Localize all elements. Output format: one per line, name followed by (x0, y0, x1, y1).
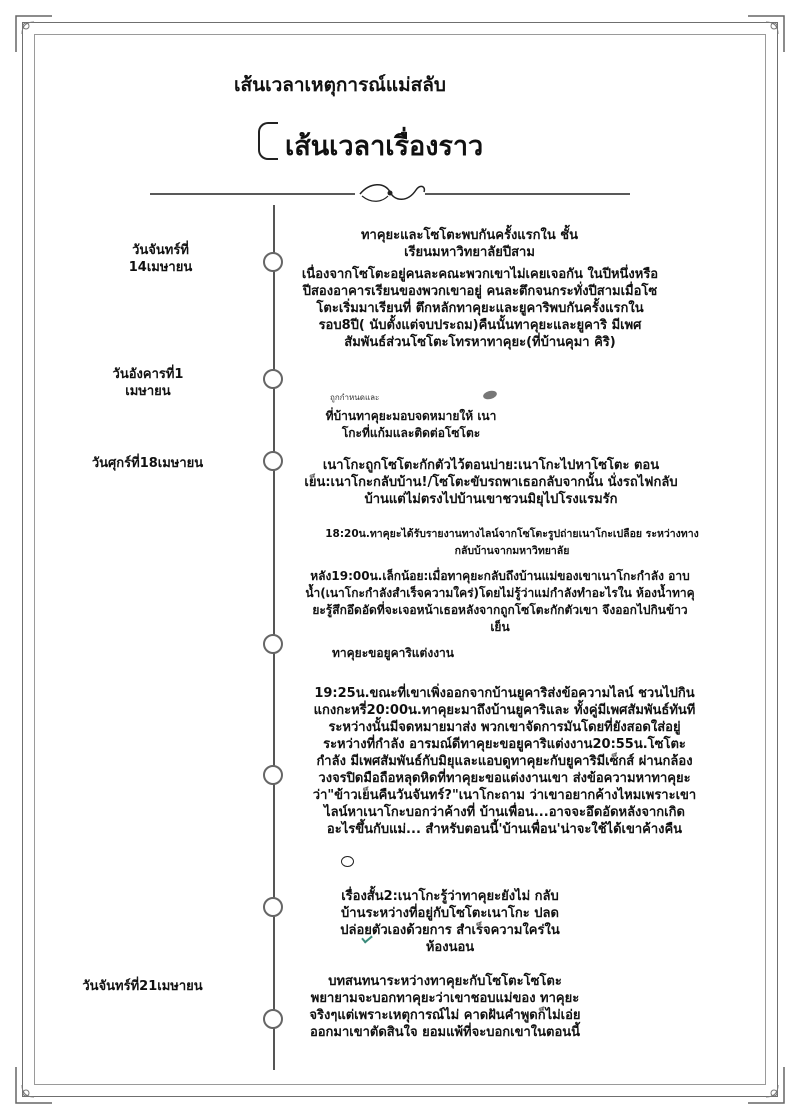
timeline-node-icon (263, 897, 283, 917)
date-label: วันจันทร์ที่ 14เมษายน (128, 243, 193, 275)
event-text: ทาคุยะขอยูคาริแต่งงาน (332, 646, 454, 660)
event-text: บทสนทนาระหว่างทาคุยะกับโซโตะโซโตะ พยายามจะบอกทาคุยะว่าเขาชอบแม่ของ ทาคุยะจริงๆแต่เพราะเหตุการณ์ไม่ คาดฝันคำพูดก็ไม่เอ่ยออกมาเขาตัดสินใจ ยอมแพ้ที่จะบอกเขาในตอนนี้ (309, 974, 581, 1040)
flourish-divider-icon (150, 178, 630, 208)
title-bracket-icon (258, 122, 278, 160)
event-text: ทาคุยะและโซโตะพบกันครั้งแรกใน ชั้นเรียนมหาวิทยาลัยปีสาม (360, 228, 578, 260)
event-text: ถูกกำหนดและ (330, 393, 380, 402)
event-text: ที่บ้านทาคุยะมอบจดหมายให้ เนาโกะที่แก้มและติดต่อโซโตะ (325, 409, 497, 440)
event-text: เนื่องจากโซโตะอยู่คนละคณะพวกเขาไม่เคยเจอกัน ในปีหนึ่งหรือปีสองอาคารเรียนของพวกเขาอยู่ คนละตึกจนกระทั่งปีสามเมื่อโซโตะเริ่มมาเรียนที่ ตึกหลักทาคุยะและยูคาริพบกันครั้งแรกในรอบ8ปี( นับตั้งแต่จบประถม)คืนนั้นทาคุยะและยูคาริ มีเพศสัมพันธ์ส่วนโซโตะโทรหาทาคุยะ(ที่บ้านคุมา คิริ) (301, 267, 659, 350)
ornament-corner-icon (14, 1065, 54, 1105)
document-title: เส้นเวลาเหตุการณ์แม่สลับ (234, 74, 446, 96)
date-label: วันอังคารที่1 เมษายน (112, 367, 184, 399)
ornament-corner-icon (746, 14, 786, 54)
date-label: วันจันทร์ที่21เมษายน (82, 979, 203, 994)
ornament-corner-icon (14, 14, 54, 54)
timeline-node-icon (263, 1009, 283, 1029)
emoji-icon (341, 856, 354, 867)
date-label: วันศุกร์ที่18เมษายน (91, 456, 204, 471)
timeline-node-icon (263, 252, 283, 272)
section-title: เส้นเวลาเรื่องราว (285, 131, 484, 162)
event-text: 18:20น.ทาคุยะได้รับรายงานทางไลน์จากโซโตะรูปถ่ายเนาโกะเปลือย ระหว่างทางกลับบ้านจากมหาวิทยาลัย (325, 528, 699, 557)
ornament-corner-icon (746, 1065, 786, 1105)
timeline-node-icon (263, 765, 283, 785)
event-text: เรื่องสั้น2:เนาโกะรู้ว่าทาคุยะยังไม่ กลับบ้านระหว่างที่อยู่กับโซโตะเนาโกะ ปลดปล่อยตัวเองด้วยการ สำเร็จความใคร่ในห้องนอน (340, 889, 560, 955)
event-text: 19:25น.ขณะที่เขาเพิ่งออกจากบ้านยูคาริส่งข้อความไลน์ ชวนไปกินแกงกะหรี่20:00น.ทาคุยะมาถึงบ้านยูคาริและ ทั้งคู่มีเพศสัมพันธ์ทันทีระหว่างนั้นมีจดหมายมาส่ง พวกเขาจัดการมันโดยที่ยังสอดใส่อยู่ระหว่างที่กำลัง อารมณ์ดีทาคุยะขอยูคาริแต่งงาน20:55น.โซโตะกำลัง มีเพศสัมพันธ์กับมิยุและแอบดูทาคุยะกับยูคาริมีเซ็กส์ ผ่านกล้องวงจรปิดมือถือหลุดหิดที่ทาคุยะขอแต่งงานเขา ส่งข้อความหาทาคุยะว่า"ข้าวเย็นคืนวันจันทร์?"เนาโกะถาม ว่าเขาอยากค้างไหมเพราะเขาไลน์หาเนาโกะบอกว่าค้างที่ บ้านเพื่อน...อาจจะอึดอัดหลังจากเกิดอะไรขึ้นกับแม่... สำหรับตอนนี้'บ้านเพื่อน'น่าจะใช้ได้เขาค้างคืน (312, 686, 697, 837)
event-text: หลัง19:00น.เล็กน้อย:เมื่อทาคุยะกลับถึงบ้านแม่ของเขาเนาโกะกำลัง อาบน้ำ(เนาโกะกำลังสำเร็จความใคร่)โดยไม่รู้ว่าแม่กำลังทำอะไรใน ห้องน้ำทาคุยะรู้สึกอึดอัดที่จะเจอหน้าเธอหลังจากถูกโซโตะกักตัวเขา จึงออกไปกินข้าวเย็น (305, 569, 695, 634)
event-text: เนาโกะถูกโซโตะกักตัวไว้ตอนบ่าย:เนาโกะไปหาโซโตะ ตอนเย็น:เนาโกะกลับบ้าน!/โซโตะขับรถพาเธอกลับจากนั้น นั่งรถไฟกลับบ้านแต่ไม่ตรงไปบ้านเขาชวนมิยุไปโรงแรมรัก (304, 458, 678, 507)
timeline-node-icon (263, 634, 283, 654)
timeline-node-icon (263, 369, 283, 389)
timeline-node-icon (263, 451, 283, 471)
